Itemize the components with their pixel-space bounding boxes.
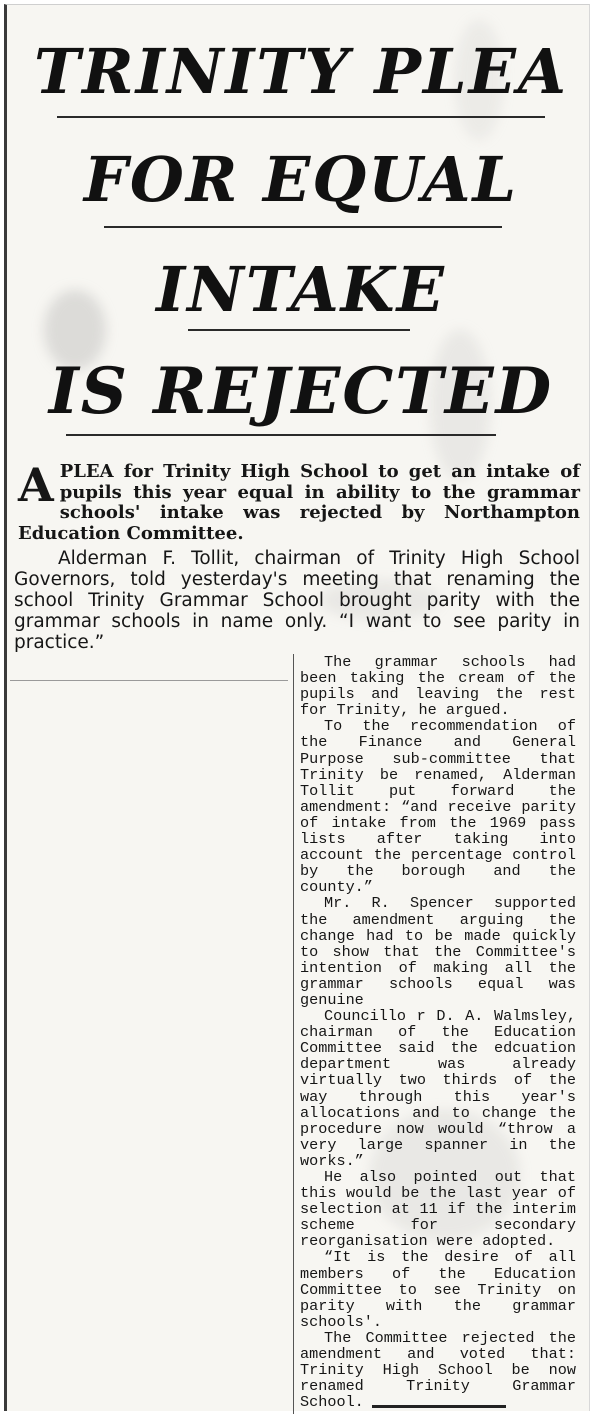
column-paragraph: He also pointed out that this would be the last year of selection at 11 if the interim scheme for secondary reorganisation were adopted. [300,1168,576,1251]
lead-text: PLEA for Trinity High School to get an intake of pupils this year equal in ability to the grammar schools' intake was rejected by Northampton Education Committee. [18,461,580,544]
headline-line-2: FOR EQUAL [83,143,519,216]
column-paragraph: The grammar schools had been taking the cream of the pupils and leaving the rest for Trinity, he argued. [300,653,576,720]
paragraph-tollit: Alderman F. Tollit, chairman of Trinity High School Governors, told yesterday's meeting that renaming the school Trinity Grammar School brought parity with the grammar schools in name only. “I want to see parity in practice.” [14,548,580,653]
headline-line-1: TRINITY PLEA [34,35,568,108]
drop-cap: A [18,458,54,512]
headline-rule-3 [188,329,410,331]
column-divider-horizontal [10,680,288,681]
column-paragraph: Mr. R. Spencer supported the amendment arguing the change had to be made quickly to show that the Committee's intention of making all the grammar schools equal was genuine [300,894,576,1009]
headline-rule-2 [104,226,502,228]
column-divider-vertical [293,654,294,1414]
headline-rule-1 [57,116,545,118]
lead-paragraph [18,458,580,544]
column-paragraph: “It is the desire of all members of the Education Committee to see Trinity on parity with the grammar schools'. [300,1248,576,1331]
headline-rule-4 [66,434,496,436]
article-column [300,654,576,1410]
headline-line-4: IS REJECTED [48,354,554,429]
headline-line-3: INTAKE [156,253,446,326]
column-paragraph: Councillo r D. A. Walmsley, chairman of the Education Committee said the edcuation department was already virtually two thirds of the way through this year's allocations and to change the procedure now would “throw a very large spanner in the works.” [300,1007,576,1170]
end-rule [372,1405,506,1408]
column-paragraph: The Committee rejected the amendment and voted that: Trinity High School be now renamed Trinity Grammar School. [300,1328,576,1412]
column-paragraph: To the recommendation of the Finance and General Purpose sub-committee that Trinity be renamed, Alderman Tollit put forward the amendment: “and receive parity of intake from the 1969 pass lists after taking into account the percentage control by the borough and the county.” [300,717,576,897]
